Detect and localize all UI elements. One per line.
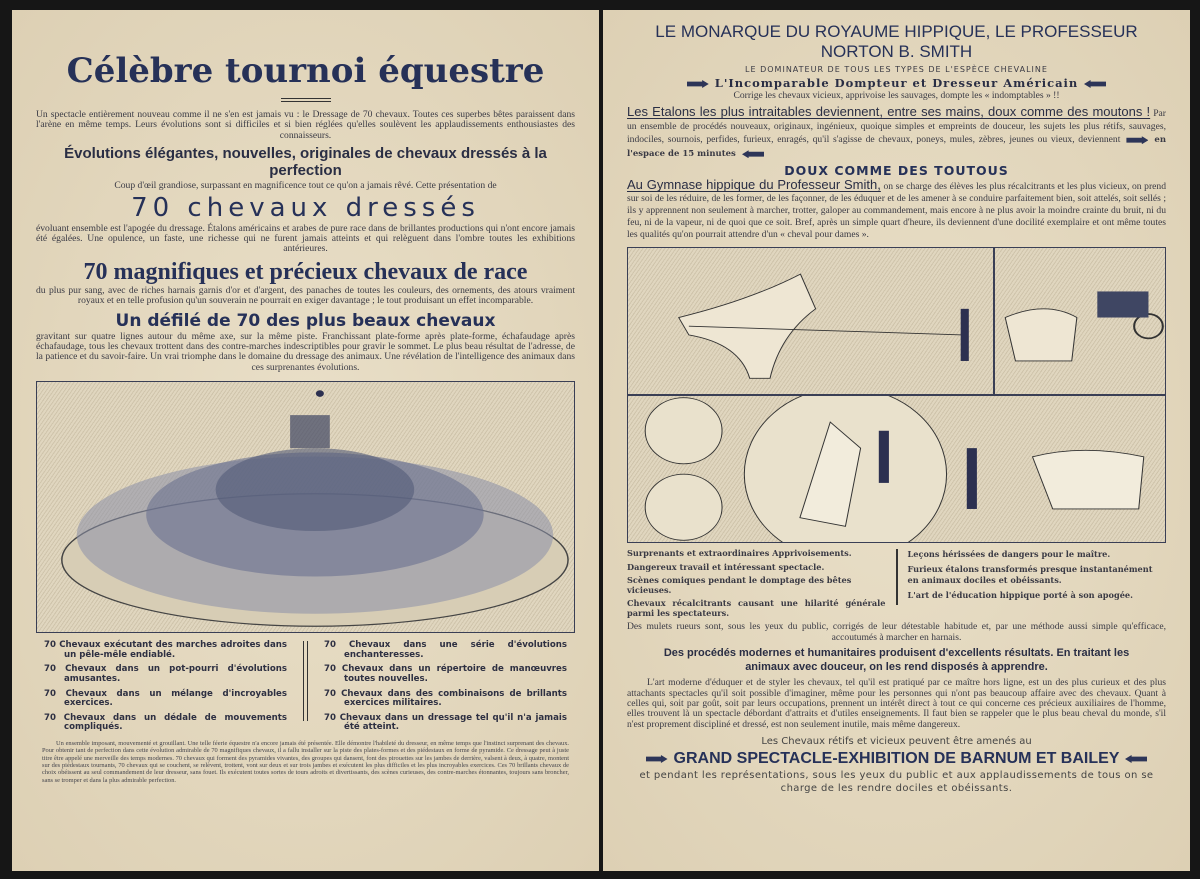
list-item: 70 Chevaux dans un pot-pourri d'évolutions amusantes. bbox=[44, 664, 287, 685]
text-gravitant: gravitant sur quatre lignes autour du même axe, sur la même piste. Franchissant plate-forme après plate-forme, échafaudage après échafaudage, tous les chevaux trottent dans des contre-marches indescriptibles pour gravir le sommet. Le plus beau résultat de l'adresse, de la patience et du savoir-faire. Un vrai triomphe dans le domaine du dressage des animaux. Une révélation de l'intelligence des animaux dans ces surprenantes évolutions. bbox=[36, 330, 575, 373]
carriage-drawing bbox=[995, 248, 1165, 394]
list-item: Chevaux récalcitrants causant une hilarité générale parmi les spectateurs. bbox=[627, 598, 886, 618]
heading-toutous: DOUX COMME DES TOUTOUS bbox=[784, 163, 1009, 179]
illustration-horse-training bbox=[627, 395, 1166, 543]
list-item: Dangereux travail et intéressant spectacle. bbox=[627, 561, 825, 572]
gymnase-text bbox=[627, 179, 1166, 241]
etalons-heading: Les Etalons les plus intraitables deviennent, entre ses mains, doux comme des moutons ! bbox=[627, 104, 1151, 120]
pointing-hand-icon bbox=[1084, 80, 1106, 88]
tagline-text: L'Incomparable Dompteur et Dresseur Américain bbox=[714, 76, 1079, 90]
etalons-text bbox=[627, 105, 1166, 161]
illustration-horse-pyramid bbox=[36, 381, 575, 633]
fine-print: Un ensemble imposant, mouvementé et grouillant. Une telle féerie équestre n'a encore jamais été présentée. Elle démontre l'habileté du dresseur, en même temps que l'instinct surprenant des chevaux. Pour obtenir tant de perfection dans cette évolution admirable de 70 magnifiques chevaux, il a fallu installer sur la piste des plates-formes et des piédestaux en forme de pyramide. Ce dressage peut à juste titre être appelé une merveille des temps modernes. 70 chevaux qui forment des pyramides vivantes, des groupes qui dansent, font des pirouettes sur les jambes de derrière, valsent à deux, à quatre, montent sur des piédestaux tournants, 70 chevaux qui se couchent, se relèvent, trottent, vont sur deux et sur trois jambes et exécutent les plus difficiles et les plus incroyables exercices. Ces 70 brillants chevaux de choix obéissent au seul commandement de leur dresseur, sans fouet. Ils exécutent toutes sortes de tours adroits et divertissants, des scènes curieuses, des contre-marches étonnantes, toujours sans broncher, sans se tromper et dans la plus admirable perfection. bbox=[42, 740, 569, 784]
column-divider bbox=[896, 549, 898, 605]
feature-list-left bbox=[627, 549, 886, 618]
quinze-minutes: en l'espace de 15 minutes bbox=[627, 135, 1166, 160]
heading-defile: Un défilé de 70 des plus beaux chevaux bbox=[115, 310, 496, 331]
text-coup-doeil: Coup d'œil grandiose, surpassant en magnificence tout ce qu'on a jamais rêvé. Cette présentation de bbox=[114, 180, 497, 192]
subtitle: LE DOMINATEUR DE TOUS LES TYPES DE L'ESPÈCE CHEVALINE bbox=[745, 65, 1048, 74]
list-item: 70 Chevaux dans des combinaisons de brillants exercices militaires. bbox=[324, 688, 567, 709]
text-pur-sang: du plus pur sang, avec de riches harnais garnis d'or et d'argent, des panaches de toutes les couleurs, des ornements, des atours vraiment royaux et en telle profusion qu'un souverain ne pourrait en exiger davantage ; le tout produisant un effet incomparable. bbox=[36, 284, 575, 307]
pointing-hand-icon bbox=[646, 755, 668, 763]
column-divider bbox=[303, 641, 308, 721]
gymnase-body: on se charge des élèves les plus récalcitrants et les plus vicieux, on prend sur soi de les réduire, de les former, de les façonner, de les éduquer et de les amener à se conduire parfaitement bien, soit attelés, soit sellés ; ils y apprennent non seulement à marcher, trotter, galoper au commandement, mais encore à ne plus avoir la moindre crainte du bruit, ni du feu, ni de la vapeur, ni de quoi que ce soit. Bref, après un simple quart d'heure, ils deviennent d'une docilité exemplaire et ont même toutes les qualités qu'on pourrait attendre d'un « cheval pour dames ». bbox=[627, 181, 1166, 241]
procedes-text: Des procédés modernes et humanitaires produisent d'excellents résultats. En traitant les animaux avec douceur, on les rend disposés à apprendre. bbox=[663, 647, 1130, 674]
list-item: Furieux étalons transformés presque instantanément en animaux dociles et obéissants. bbox=[907, 564, 1153, 586]
feature-list-right bbox=[324, 641, 567, 738]
pointing-hand-icon bbox=[1125, 755, 1147, 763]
list-item: Scènes comiques pendant le domptage des bêtes vicieuses. bbox=[627, 575, 852, 595]
right-page bbox=[603, 10, 1190, 871]
page-title: LE MONARQUE DU ROYAUME HIPPIQUE, LE PROFESSEUR NORTON B. SMITH bbox=[655, 22, 1138, 61]
list-item: 70 Chevaux dans un dressage tel qu'il n'a jamais été atteint. bbox=[324, 712, 567, 733]
gymnase-heading: Au Gymnase hippique du Professeur Smith, bbox=[627, 177, 881, 193]
list-item: Leçons hérissées de dangers pour le maître. bbox=[907, 549, 1111, 560]
pointing-hand-icon bbox=[687, 80, 709, 88]
horse-training-drawing bbox=[628, 396, 1165, 542]
intro-text: Un spectacle entièrement nouveau comme il ne s'en est jamais vu : le Dressage de 70 chevaux. Toutes ces superbes bêtes paraissent dans l'arène en même temps. Leurs évolutions sont si difficiles et si bien réglées qu'elles soulèvent les applaudissements enthousiastes des connaisseurs. bbox=[36, 109, 575, 141]
pointing-hand-icon bbox=[742, 150, 764, 158]
heading-70-chevaux-dresses: 70 chevaux dressés bbox=[131, 192, 480, 223]
list-item: Surprenants et extraordinaires Apprivoisements. bbox=[627, 548, 852, 559]
tagline bbox=[627, 75, 1166, 91]
feature-lists bbox=[627, 549, 1166, 618]
ornament-divider bbox=[281, 98, 331, 102]
list-item: 70 Chevaux dans une série d'évolutions enchanteresses. bbox=[324, 640, 567, 660]
feature-list-left bbox=[44, 641, 287, 738]
heading-magnifiques: 70 magnifiques et précieux chevaux de race bbox=[83, 258, 528, 285]
page-title: Célèbre tournoi équestre bbox=[66, 51, 545, 91]
list-item: 70 Chevaux dans un dédale de mouvements compliqués. bbox=[44, 712, 287, 733]
pointing-hand-icon bbox=[1126, 136, 1148, 144]
list-item: L'art de l'éducation hippique porté à son apogée. bbox=[907, 590, 1133, 601]
list-item: 70 Chevaux dans un répertoire de manœuvres toutes nouvelles. bbox=[324, 664, 567, 685]
horse-pyramid-drawing bbox=[37, 382, 574, 632]
closing-text: et pendant les représentations, sous les yeux du public et aux applaudissements de tous on se charge de les rendre dociles et obéissants. bbox=[639, 770, 1154, 795]
barnum-heading bbox=[627, 748, 1166, 769]
rearing-horse-drawing bbox=[628, 248, 993, 394]
left-page bbox=[12, 10, 599, 871]
mulets-text: Des mulets rueurs sont, sous les yeux du public, corrigés de leur détestable habitude et, par une méthode aussi simple qu'efficace, accoutumés à marcher en harnais. bbox=[627, 621, 1166, 643]
list-item: 70 Chevaux dans un mélange d'incroyables exercices. bbox=[44, 688, 287, 709]
illustration-carriage bbox=[994, 247, 1166, 395]
illustrations-top-row bbox=[627, 247, 1166, 395]
corrige-text: Corrige les chevaux vicieux, apprivoise les sauvages, dompte les « indomptables » !! bbox=[733, 90, 1060, 101]
etalons-body: Par un ensemble de procédés nouveaux, originaux, ingénieux, quoique simples et empreints de douceur, les sujets les plus rétifs, sauvages, indociles, sournois, perfides, furieux, enragés, qu'il s'agisse de chevaux, poneys, mules, zèbres, jeunes ou vieux, deviennent bbox=[627, 108, 1166, 146]
illustration-rearing-horse bbox=[627, 247, 994, 395]
amenes-text: Les Chevaux rétifs et vicieux peuvent être amenés au bbox=[761, 736, 1032, 748]
feature-lists bbox=[36, 641, 575, 738]
list-item: 70 Chevaux exécutant des marches adroites dans un pêle-mêle endiablé. bbox=[44, 640, 287, 660]
heading-evolutions: Évolutions élégantes, nouvelles, originales de chevaux dressés à la perfection bbox=[64, 145, 547, 180]
feature-list-right bbox=[908, 549, 1167, 601]
art-moderne-text: L'art moderne d'éduquer et de styler les chevaux, tel qu'il est pratiqué par ce maître hors ligne, est un des plus curieux et des plus attachants spectacles qu'il soit possible d'imaginer, même pour les personnes qui n'ont pas beaucoup affaire avec des chevaux. Quant à celles qui, soit par goût, soit par leurs occupations, prennent un intérêt direct à tout ce qui concerne ces précieux auxiliaires de l'homme, elles trouvent là un spectacle débordant d'attraits et d'utiles enseignements. Il faut bien se rappeler que le plus beau cheval du monde, s'il n'est proprement discipliné et dressé, est non seulement inutile, mais même dangereux. bbox=[627, 677, 1166, 730]
barnum-text: GRAND SPECTACLE-EXHIBITION DE BARNUM ET BAILEY bbox=[673, 750, 1120, 768]
text-evoluant: évoluant ensemble est l'apogée du dressage. Étalons américains et arabes de pure race dans de brillantes productions qui n'ont encore jamais été égalées. Une opulence, un faste, une richesse qui ne furent jamais atteints et qui relèguent dans l'ombre toutes les exhibitions antérieures. bbox=[36, 222, 575, 255]
